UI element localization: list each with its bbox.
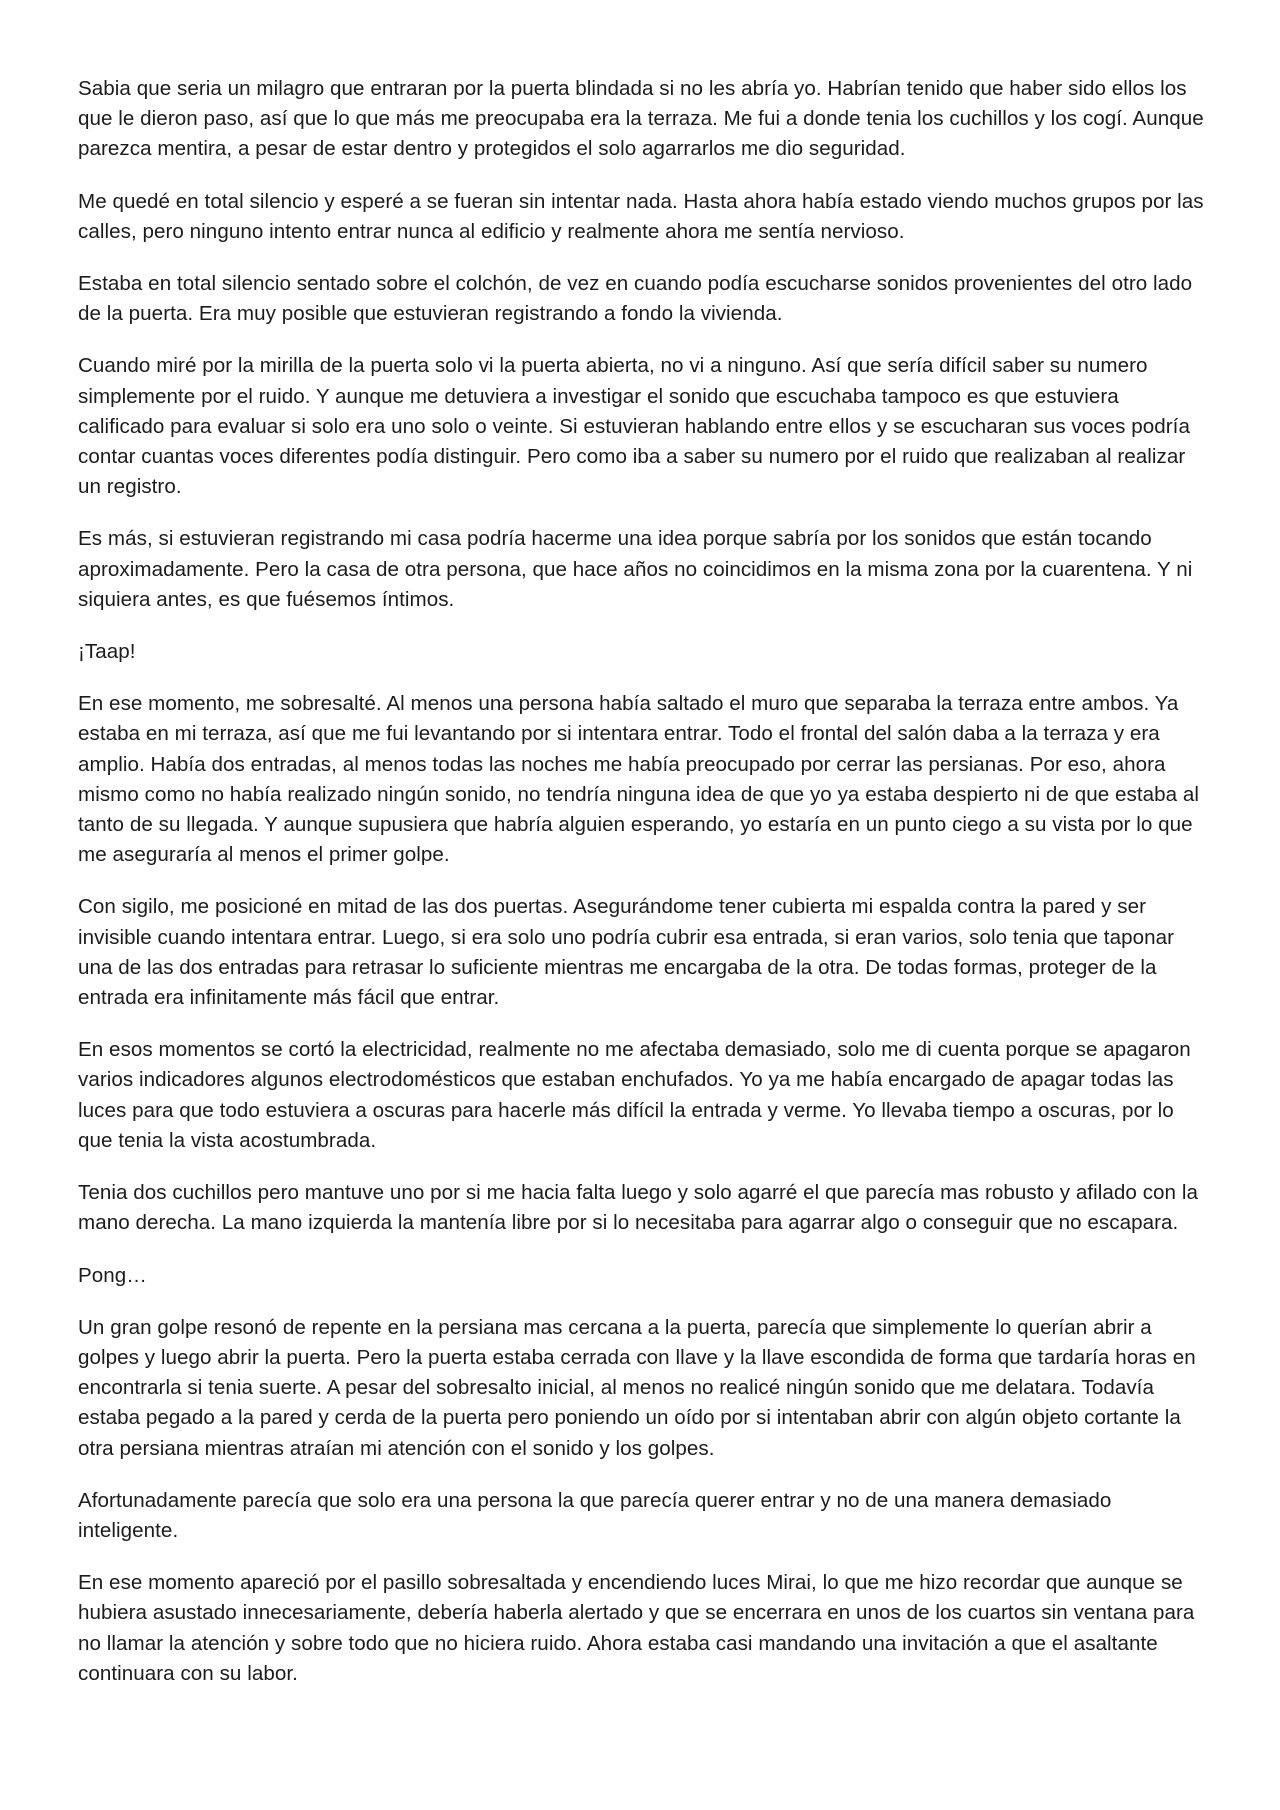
paragraph-12: Un gran golpe resonó de repente en la persiana mas cercana a la puerta, parecía que simplemente lo querían abrir a golpes y luego abrir la puerta. Pero la puerta estaba cerrada con llave y la llave escondida de forma que tardaría horas en encontrarla si tenia suerte. A pesar del sobresalto inicial, al menos no realicé ningún sonido que me delatara. Todavía estaba pegado a la pared y cerda de la puerta pero poniendo un oído por si intentaban abrir con algún objeto cortante la otra persiana mientras atraían mi atención con el sonido y los golpes. xyxy=(78,1315,1196,1460)
paragraph-3: Estaba en total silencio sentado sobre el colchón, de vez en cuando podía escucharse sonidos provenientes del otro lado de la puerta. Era muy posible que estuvieran registrando a fondo la vivienda. xyxy=(78,272,1193,326)
paragraph-7: En ese momento, me sobresalté. Al menos una persona había saltado el muro que separaba la terraza entre ambos. Ya estaba en mi terraza, así que me fui levantando por si intentara entrar. Todo el frontal del salón daba a la terraza y era amplio. Había dos entradas, al menos todas las noches me había preocupado por cerrar las persianas. Por eso, ahora mismo como no había realizado ningún sonido, no tendría ninguna idea de que yo ya estaba despierto ni de que estaba al tanto de su llegada. Y aunque supusiera que habría alguien esperando, yo estaría en un punto ciego a su vista por lo que me aseguraría al menos el primer golpe. xyxy=(78,692,1200,867)
paragraph-1: Sabia que seria un milagro que entraran por la puerta blindada si no les abría yo. Habrían tenido que haber sido ellos los que le dieron paso, así que lo que más me preocupaba era la terraza. Me fui a donde tenia los cuchillos y los cogí. Aunque parezca mentira, a pesar de estar dentro y protegidos el solo agarrarlos me dio seguridad. xyxy=(78,77,1204,161)
paragraph-9: En esos momentos se cortó la electricidad, realmente no me afectaba demasiado, solo me di cuenta porque se apagaron varios indicadores algunos electrodomésticos que estaban enchufados. Yo ya me había encargado de apagar todas las luces para que todo estuviera a oscuras para hacerle más difícil la entrada y verme. Yo llevaba tiempo a oscuras, por lo que tenia la vista acostumbrada. xyxy=(78,1038,1191,1152)
paragraph-14: En ese momento apareció por el pasillo sobresaltada y encendiendo luces Mirai, lo que me hizo recordar que aunque se hubiera asustado innecesariamente, debería haberla alertado y que se encerrara en unos de los cuartos sin ventana para no llamar la atención y sobre todo que no hiciera ruido. Ahora estaba casi mandando una invitación a que el asaltante continuara con su labor. xyxy=(78,1571,1195,1685)
paragraph-13: Afortunadamente parecía que solo era una persona la que parecía querer entrar y no de una manera demasiado inteligente. xyxy=(78,1488,1112,1542)
paragraph-8: Con sigilo, me posicioné en mitad de las dos puertas. Asegurándome tener cubierta mi espalda contra la pared y ser invisible cuando intentara entrar. Luego, si era solo uno podría cubrir esa entrada, si eran varios, solo tenia que taponar una de las dos entradas para retrasar lo suficiente mientras me encargaba de la otra. De todas formas, proteger de la entrada era infinitamente más fácil que entrar. xyxy=(78,895,1175,1010)
paragraph-4: Cuando miré por la mirilla de la puerta solo vi la puerta abierta, no vi a ninguno. Así que sería difícil saber su numero simplemente por el ruido. Y aunque me detuviera a investigar el sonido que escuchaba tampoco es que estuviera calificado para evaluar si solo era uno solo o veinte. Si estuvieran hablando entre ellos y se escucharan sus voces podría contar cuantas voces diferentes podía distinguir. Pero como iba a saber su numero por el ruido que realizaban al realizar un registro. xyxy=(78,354,1190,499)
paragraph-11: Pong… xyxy=(78,1263,147,1287)
document-page xyxy=(78,74,1208,1711)
paragraph-10: Tenia dos cuchillos pero mantuve uno por si me hacia falta luego y solo agarré el que parecía mas robusto y afilado con la mano derecha. La mano izquierda la mantenía libre por si lo necesitaba para agarrar algo o conseguir que no escapara. xyxy=(78,1181,1198,1235)
paragraph-2: Me quedé en total silencio y esperé a se fueran sin intentar nada. Hasta ahora había estado viendo muchos grupos por las calles, pero ninguno intento entrar nunca al edificio y realmente ahora me sentía nervioso. xyxy=(78,189,1204,243)
paragraph-6: ¡Taap! xyxy=(78,640,136,664)
paragraph-5: Es más, si estuvieran registrando mi casa podría hacerme una idea porque sabría por los sonidos que están tocando aproximadamente. Pero la casa de otra persona, que hace años no coincidimos en la misma zona por la cuarentena. Y ni siquiera antes, es que fuésemos íntimos. xyxy=(78,527,1193,611)
